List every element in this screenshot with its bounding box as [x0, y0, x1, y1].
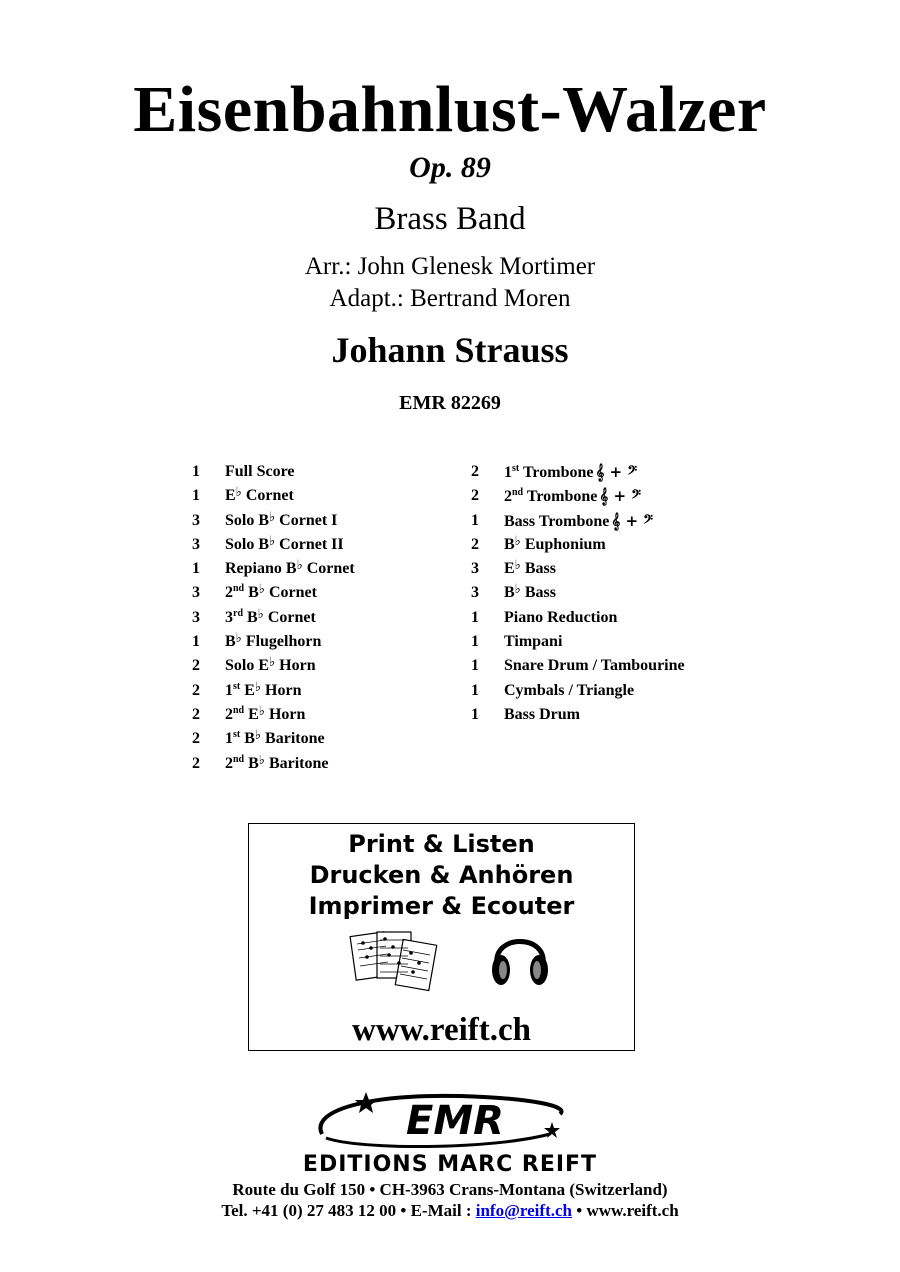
part-row — [471, 606, 771, 630]
part-name — [504, 557, 556, 582]
part-row — [192, 679, 452, 703]
part-ordinal-number: 3 — [225, 608, 233, 626]
parts-list-right — [471, 460, 771, 727]
score-title: Eisenbahnlust-Walzer — [133, 73, 767, 146]
flat-sign: ♭ — [258, 582, 265, 598]
flat-sign: ♭ — [258, 752, 265, 768]
part-name — [225, 679, 302, 705]
part-name-text: E — [225, 487, 236, 505]
part-quantity: 3 — [192, 608, 200, 626]
part-quantity: 3 — [471, 560, 479, 578]
part-row — [471, 581, 771, 605]
part-name — [504, 679, 634, 703]
promo-line-imprimer: Imprimer & Ecouter — [308, 892, 575, 920]
part-ordinal-number: 2 — [225, 754, 233, 772]
part-quantity: 3 — [471, 584, 479, 602]
part-row — [192, 509, 452, 533]
part-name — [225, 533, 344, 558]
part-quantity: 1 — [471, 608, 479, 626]
part-name-text: Cymbals / Triangle — [504, 681, 635, 699]
part-name-text: Timpani — [504, 633, 563, 651]
part-name — [225, 460, 294, 484]
catalog-code: EMR 82269 — [399, 392, 501, 414]
part-name — [225, 752, 328, 778]
part-ordinal-number: 2 — [225, 584, 233, 602]
arranger-credit: Arr.: John Glenesk Mortimer — [304, 253, 596, 280]
promo-line-drucken: Drucken & Anhören — [309, 861, 574, 889]
web-separator: • — [571, 1201, 587, 1220]
ensemble-type: Brass Band — [374, 201, 526, 237]
part-quantity: 1 — [471, 705, 479, 723]
opus-number: Op. 89 — [409, 151, 491, 184]
part-ordinal-number: 1 — [504, 464, 512, 481]
clef-icons: 𝄞 + 𝄢 — [611, 511, 653, 530]
part-name-rest: Baritone — [264, 754, 329, 772]
part-ordinal-number: 2 — [225, 705, 233, 723]
promo-line-print-listen: Print & Listen — [348, 830, 535, 858]
part-row — [471, 460, 771, 484]
part-name — [504, 581, 556, 606]
composer-name: Johann Strauss — [331, 330, 569, 370]
part-ordinal-suffix: nd — [233, 583, 245, 595]
part-name — [504, 703, 580, 727]
part-quantity: 2 — [471, 487, 479, 505]
flat-sign: ♭ — [296, 558, 303, 574]
part-name-text: B — [244, 754, 259, 772]
part-row — [471, 703, 771, 727]
part-name-rest: Cornet II — [275, 535, 344, 553]
flat-sign: ♭ — [254, 728, 262, 744]
part-name — [504, 460, 637, 487]
part-ordinal-suffix: rd — [233, 607, 243, 619]
part-name-rest: Bass — [520, 584, 556, 602]
part-ordinal-suffix: nd — [512, 487, 524, 499]
part-ordinal-suffix: nd — [233, 704, 245, 716]
part-quantity: 2 — [192, 705, 200, 723]
part-ordinal-number: 1 — [225, 681, 233, 699]
part-row — [192, 703, 452, 727]
part-quantity: 1 — [192, 463, 200, 480]
part-name — [504, 509, 653, 534]
part-name-text: E — [244, 705, 259, 723]
part-row — [192, 630, 452, 654]
flat-sign: ♭ — [254, 679, 262, 695]
part-row — [192, 460, 452, 484]
part-quantity: 1 — [471, 633, 479, 651]
print-listen-box — [248, 823, 635, 1051]
part-quantity: 3 — [192, 535, 200, 553]
email-link[interactable]: info@reift.ch — [475, 1201, 572, 1220]
part-row — [192, 752, 452, 776]
part-name-text: B — [243, 608, 258, 626]
part-name-text: E — [504, 560, 515, 578]
part-row — [471, 509, 771, 533]
part-name — [225, 703, 305, 729]
flat-sign: ♭ — [235, 631, 242, 647]
adapter-credit: Adapt.: Bertrand Moren — [329, 285, 571, 312]
part-row — [192, 606, 452, 630]
flat-sign: ♭ — [235, 485, 242, 501]
part-row — [471, 654, 771, 678]
part-name-text: Repiano B — [225, 560, 297, 578]
flat-sign: ♭ — [258, 703, 265, 719]
part-ordinal-suffix: st — [512, 463, 520, 474]
part-name-text: Piano Reduction — [504, 608, 618, 626]
part-row — [192, 484, 452, 508]
part-name-rest: Horn — [264, 705, 306, 723]
part-quantity: 2 — [192, 754, 200, 772]
part-name-rest: Flugelhorn — [241, 633, 322, 651]
emr-logo — [300, 1090, 600, 1152]
part-ordinal-suffix: st — [233, 680, 241, 692]
part-row — [192, 654, 452, 678]
part-name-text: Trombone — [519, 464, 594, 481]
part-row — [192, 581, 452, 605]
publisher-address: Route du Golf 150 • CH-3963 Crans-Montana (Switzerland) — [232, 1180, 668, 1199]
part-name — [225, 727, 325, 753]
part-name-text: B — [504, 584, 515, 602]
part-name-rest: Cornet — [241, 487, 294, 505]
part-row — [471, 484, 771, 508]
part-name-rest: Euphonium — [520, 535, 606, 553]
clef-icons: 𝄞 + 𝄢 — [599, 487, 641, 506]
phone-text: Tel. +41 (0) 27 483 12 00 • E-Mail : — [221, 1201, 476, 1220]
part-ordinal-number: 2 — [504, 488, 512, 506]
part-quantity: 2 — [471, 535, 479, 553]
part-name-text: E — [240, 681, 255, 699]
part-name-text: Snare Drum / Tambourine — [504, 657, 685, 675]
web-link[interactable]: www.reift.ch — [586, 1201, 679, 1220]
part-name-rest: Horn — [275, 657, 316, 675]
part-name-rest: Cornet — [263, 608, 316, 626]
part-name-rest: Cornet — [264, 584, 317, 602]
part-row — [192, 727, 452, 751]
part-quantity: 2 — [471, 463, 479, 480]
part-row — [471, 533, 771, 557]
parts-list-left — [192, 460, 452, 776]
part-quantity: 1 — [192, 633, 200, 651]
headphones-icon — [489, 924, 551, 990]
part-row — [192, 557, 452, 581]
part-name-text: Bass Trombone — [504, 512, 610, 530]
part-name-text: B — [225, 633, 236, 651]
part-ordinal-suffix: nd — [233, 753, 245, 765]
part-name — [504, 630, 562, 654]
part-quantity: 2 — [192, 681, 200, 699]
part-quantity: 2 — [192, 730, 200, 748]
part-name — [225, 557, 355, 582]
publisher-name: EDITIONS MARC REIFT — [302, 1152, 598, 1177]
part-name — [225, 509, 337, 534]
part-name-text: Solo B — [225, 511, 270, 529]
part-ordinal-suffix: st — [233, 729, 241, 741]
part-quantity: 1 — [471, 511, 479, 529]
part-name-text: Full Score — [225, 463, 295, 480]
part-row — [471, 679, 771, 703]
flat-sign: ♭ — [514, 533, 521, 549]
flat-sign: ♭ — [514, 582, 521, 598]
part-name-rest: Bass — [520, 560, 556, 578]
part-name — [225, 606, 316, 632]
part-name — [504, 484, 641, 511]
part-name-text: Bass Drum — [504, 705, 581, 723]
part-quantity: 1 — [192, 560, 200, 578]
part-name-text: Solo E — [225, 657, 270, 675]
part-quantity: 3 — [192, 584, 200, 602]
flat-sign: ♭ — [514, 558, 521, 574]
promo-website[interactable]: www.reift.ch — [351, 1012, 532, 1048]
part-name — [225, 654, 316, 679]
part-quantity: 2 — [192, 657, 200, 675]
part-name-text: B — [244, 584, 259, 602]
part-name-rest: Cornet — [302, 560, 355, 578]
clef-icons: 𝄞 + 𝄢 — [595, 463, 637, 481]
part-name — [504, 533, 606, 558]
flat-sign: ♭ — [269, 509, 276, 525]
logo-emr-text: EMR — [406, 1098, 504, 1144]
part-ordinal-number: 1 — [225, 730, 233, 748]
part-quantity: 1 — [192, 487, 200, 505]
part-quantity: 1 — [471, 657, 479, 675]
part-name-text: B — [504, 535, 515, 553]
part-name-text: B — [240, 730, 255, 748]
part-name — [225, 581, 317, 607]
flat-sign: ♭ — [257, 606, 264, 622]
flat-sign: ♭ — [269, 655, 276, 671]
part-name-text: Solo B — [225, 535, 270, 553]
part-row — [192, 533, 452, 557]
part-name — [225, 484, 294, 509]
part-name — [504, 654, 685, 678]
part-name-text: Trombone — [523, 488, 598, 506]
part-name-rest: Baritone — [261, 730, 325, 748]
publisher-contact — [0, 1201, 900, 1221]
part-row — [471, 630, 771, 654]
part-quantity: 1 — [471, 681, 479, 699]
part-name — [225, 630, 321, 655]
part-quantity: 3 — [192, 511, 200, 529]
part-name-rest: Horn — [261, 681, 302, 699]
part-row — [471, 557, 771, 581]
part-name-rest: Cornet I — [275, 511, 338, 529]
part-name — [504, 606, 617, 630]
flat-sign: ♭ — [269, 533, 276, 549]
sheet-music-icon — [349, 928, 439, 996]
